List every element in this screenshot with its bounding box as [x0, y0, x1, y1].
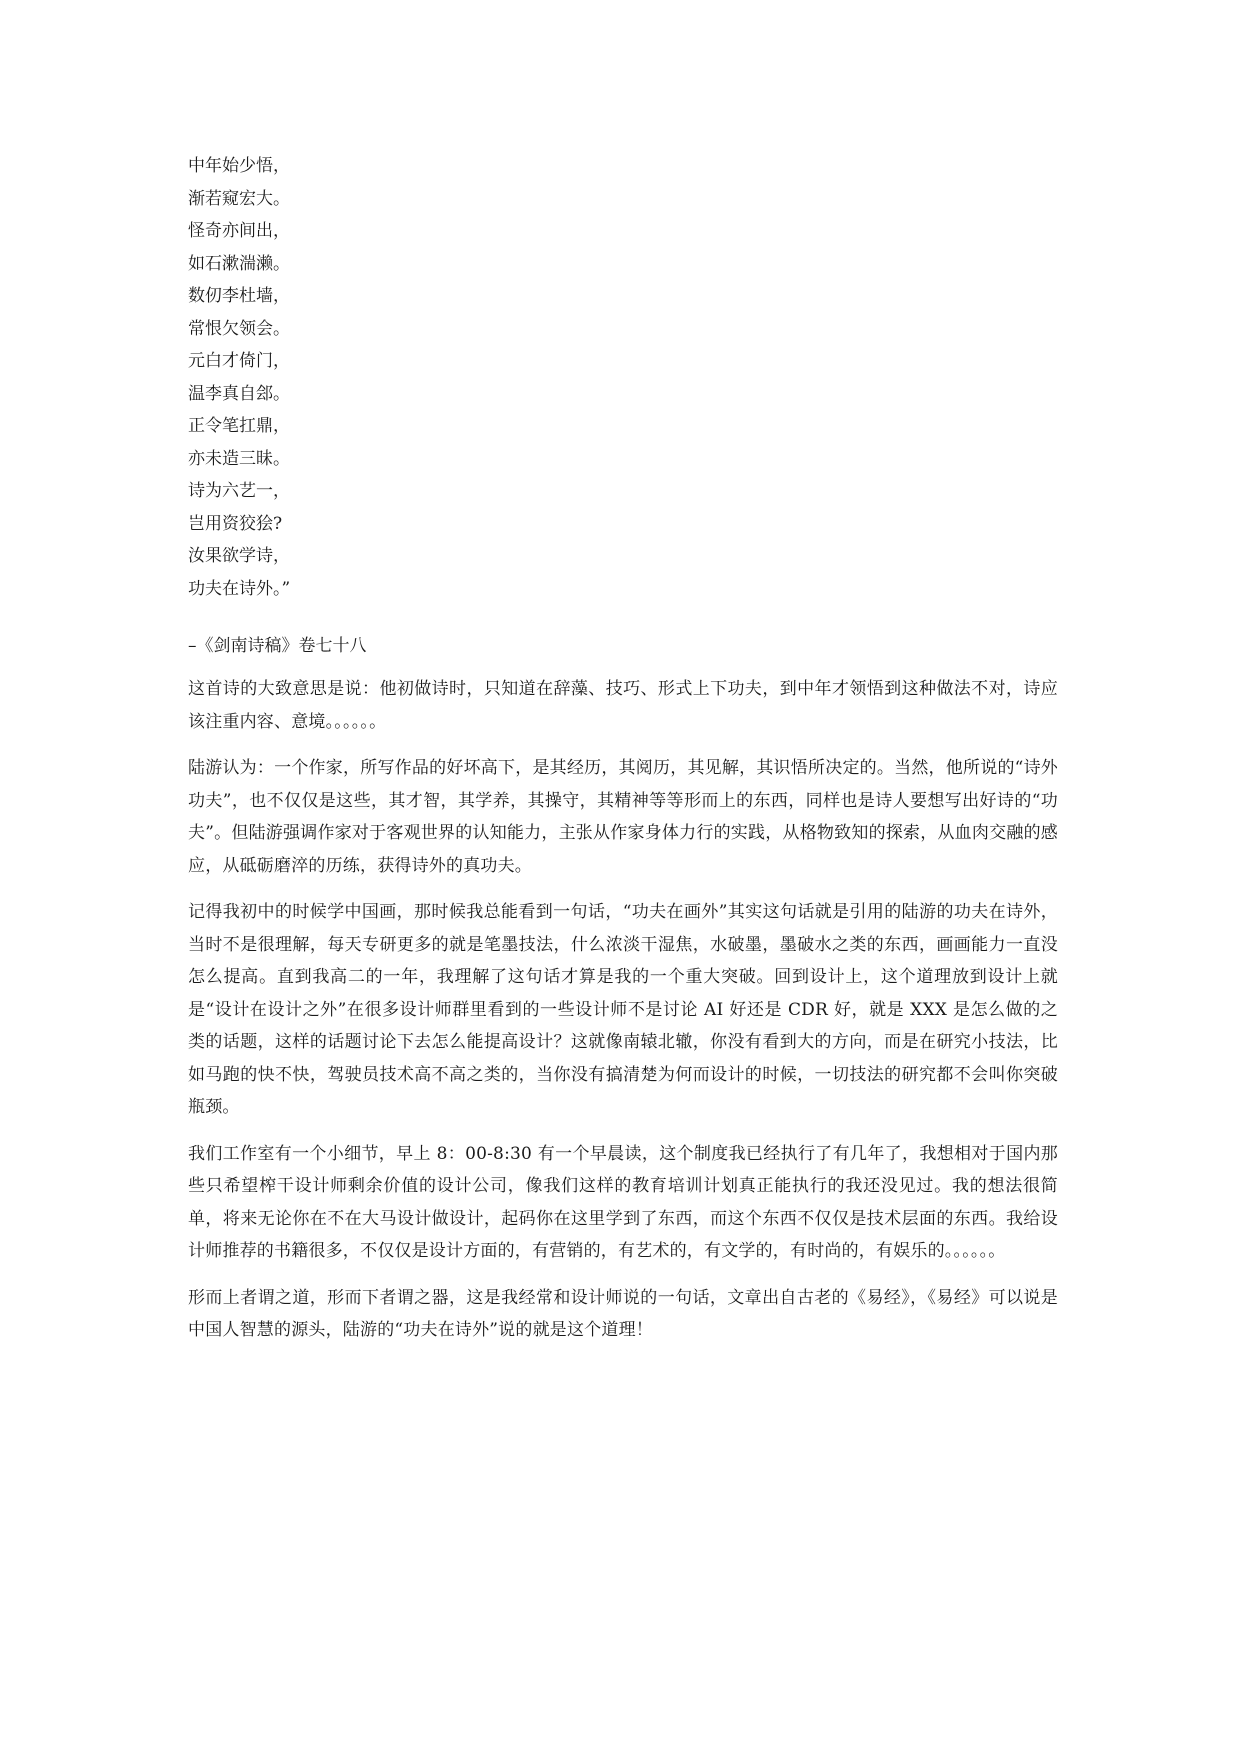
paragraph-lu-you-view: 陆游认为：一个作家，所写作品的好坏高下，是其经历，其阅历，其见解，其识悟所决定的。当然，他所说的“诗外功夫”，也不仅仅是这些，其才智，其学养，其操守，其精神等等形而上的东西，同样也是诗人要想写出好诗的“功夫”。但陆游强调作家对于客观世界的认知能力，主张从作家身体力行的实践，从格物致知的探索，从血肉交融的感应，从砥砺磨淬的历练，获得诗外的真功夫。: [188, 758, 1058, 876]
poem-line: 渐若窥宏大。: [188, 188, 290, 209]
poem-line: 元白才倚门，: [188, 351, 290, 371]
poem-line: 中年始少悟，: [188, 156, 290, 176]
paragraph-poem-meaning: 这首诗的大致意思是说：他初做诗时，只知道在辞藻、技巧、形式上下功夫，到中年才领悟到这种做法不对，诗应该注重内容、意境。。。。。。: [188, 679, 1058, 732]
poem-line: 功夫在诗外。”: [188, 578, 291, 599]
poem-line: 汝果欲学诗，: [188, 546, 290, 566]
poem-line: 温李真自郐。: [188, 383, 290, 404]
poem-line: 数仞李杜墙，: [188, 286, 290, 306]
poem-line: 常恨欠领会。: [188, 318, 290, 339]
poem-line: 如石漱湍濑。: [188, 253, 290, 274]
poem-line: 亦未造三昧。: [188, 448, 290, 469]
paragraph-studio-reading: 我们工作室有一个小细节，早上 8：00-8:30 有一个早晨读，这个制度我已经执行了有几年了，我想相对于国内那些只希望榨干设计师剩余价值的设计公司，像我们这样的教育培训计划真正能执行的我还没见过。我的想法很简单，将来无论你在不在大马设计做设计，起码你在这里学到了东西，而这个东西不仅仅是技术层面的东西。我给设计师推荐的书籍很多，不仅仅是设计方面的，有营销的，有艺术的，有文学的，有时尚的，有娱乐的。。。。。。: [188, 1143, 1058, 1261]
poem-line: 岂用资狡狯?: [188, 513, 283, 534]
paragraph-conclusion: 形而上者谓之道，形而下者谓之器，这是我经常和设计师说的一句话，文章出自古老的《易经》，《易经》可以说是中国人智慧的源头，陆游的“功夫在诗外”说的就是这个道理！: [188, 1287, 1058, 1340]
poem-block: [188, 150, 1058, 605]
poem-line: 怪奇亦间出，: [188, 221, 290, 241]
poem-line: 诗为六艺一，: [188, 481, 290, 501]
poem-line: 正令笔扛鼎，: [188, 416, 290, 436]
document-page: [188, 150, 1058, 1347]
poem-source: –《剑南诗稿》卷七十八: [188, 636, 367, 656]
paragraph-chinese-painting: 记得我初中的时候学中国画，那时候我总能看到一句话，“功夫在画外”其实这句话就是引用的陆游的功夫在诗外，当时不是很理解，每天专研更多的就是笔墨技法，什么浓淡干湿焦，水破墨，墨破水之类的东西，画画能力一直没怎么提高。直到我高二的一年，我理解了这句话才算是我的一个重大突破。回到设计上，这个道理放到设计上就是“设计在设计之外”在很多设计师群里看到的一些设计师不是讨论 AI 好还是 CDR 好，就是 XXX 是怎么做的之类的话题，这样的话题讨论下去怎么能提高设计？这就像南辕北辙，你没有看到大的方向，而是在研究小技法，比如马跑的快不快，驾驶员技术高不高之类的，当你没有搞清楚为何而设计的时候，一切技法的研究都不会叫你突破瓶颈。: [188, 902, 1058, 1117]
